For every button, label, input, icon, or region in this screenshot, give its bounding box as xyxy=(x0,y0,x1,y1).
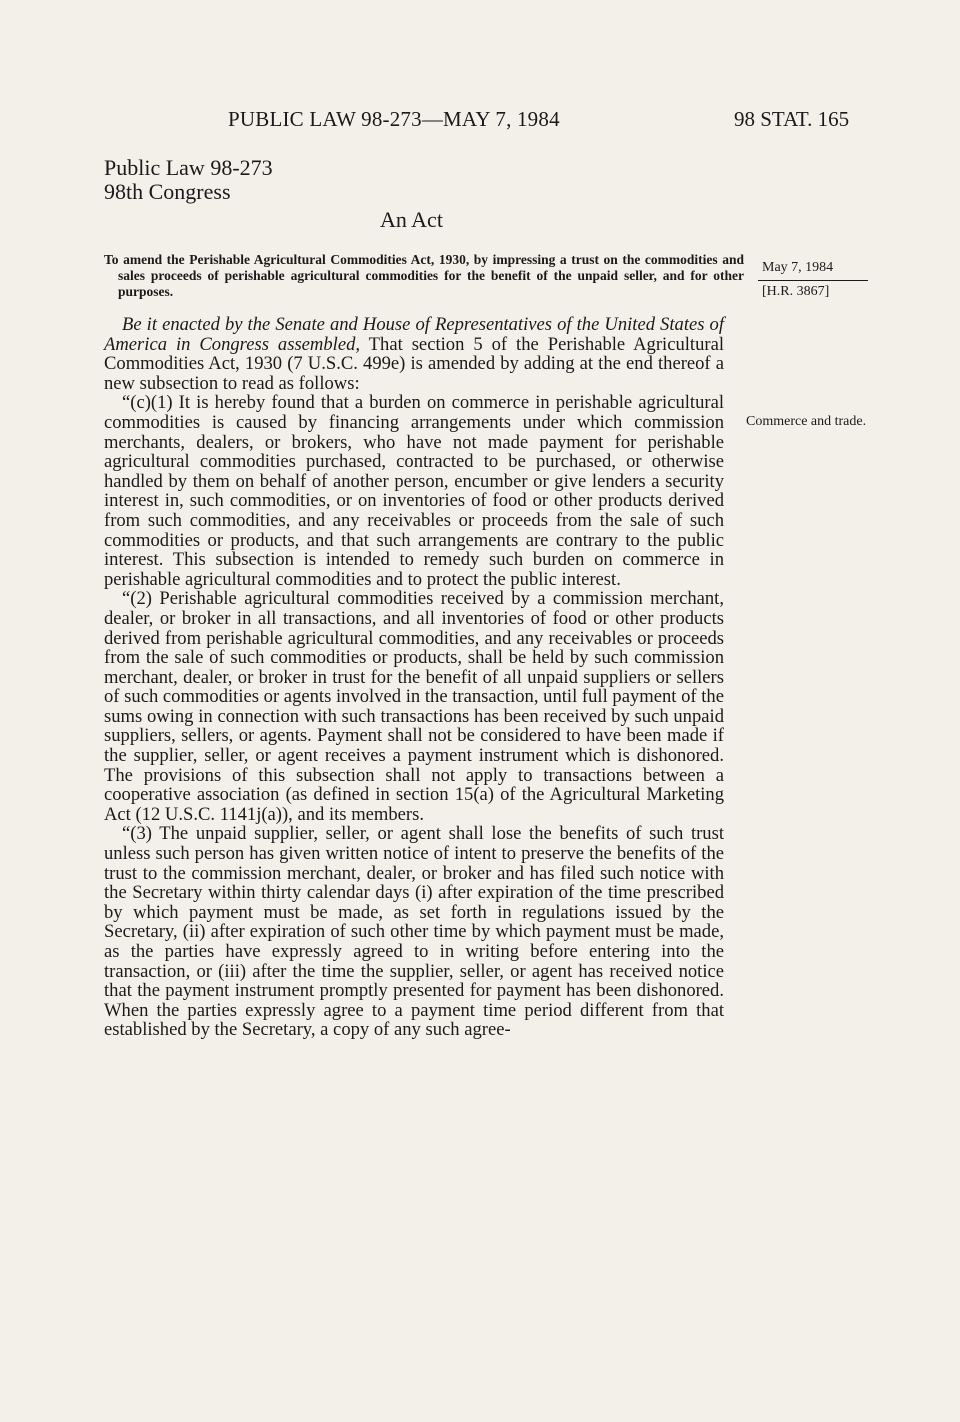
enacting-clause-rest: That section 5 of the Perishable Agricultural Commodities Act, 1930 (7 U.S.C. 499e) is amended by adding at the end thereof a new subsection to read as follows: xyxy=(104,333,724,394)
paragraph-3: “(3) The unpaid supplier, seller, or agent shall lose the benefits of such trust unless such person has given written notice of intent to preserve the benefits of the trust to the commission merchant, dealer, or broker and has filed such notice with the Secretary within thirty calendar days (i) after expiration of the time prescribed by which payment must be made, as set forth in regulations issued by the Secretary, (ii) after expiration of such other time by which payment must be made, as the parties have expressly agreed to in writing before entering into the transaction, or (iii) after the time the supplier, seller, or agent has received notice that the payment instrument promptly presented for payment has been dishonored. When the parties expressly agree to a payment time period different from that established by the Secretary, a copy of any such agree- xyxy=(104,823,724,1041)
enactment-date: May 7, 1984 xyxy=(758,258,868,281)
statute-body xyxy=(104,315,724,1040)
bill-number: [H.R. 3867] xyxy=(762,284,830,299)
law-identifier xyxy=(104,156,273,204)
margin-note: Commerce and trade. xyxy=(746,414,867,429)
paragraph-c1: “(c)(1) It is hereby found that a burden on commerce in perishable agricultural commodities is caused by financing arrangements under which commission merchants, dealers, or brokers, who have not made payment for perishable agricultural commodities purchased, contracted to be purchased, or otherwise handled by them on behalf of another person, encumber or give lenders a security interest in, such commodities, or on inventories of food or other products derived from such commodities, and any receivables or proceeds from the sale of such commodities or products, and that such arrangements are contrary to the public interest. This subsection is intended to remedy such burden on commerce in perishable agricultural commodities and to protect the public interest. xyxy=(104,392,724,590)
running-head-title: PUBLIC LAW 98-273—MAY 7, 1984 xyxy=(228,107,560,131)
congress-number: 98th Congress xyxy=(104,179,231,204)
act-title: An Act xyxy=(380,207,443,232)
purpose-clause: To amend the Perishable Agricultural Commodities Act, 1930, by impressing a trust on the commodities and sales proceeds of perishable agricultural commodities for the benefit of the unpaid seller, and for other purposes. xyxy=(104,252,744,299)
public-law-number: Public Law 98-273 xyxy=(104,155,273,180)
enacting-clause xyxy=(104,315,724,393)
margin-date-block xyxy=(758,258,868,302)
stat-page-number: 98 STAT. 165 xyxy=(734,107,850,131)
enacting-clause-italic: Be it enacted by the Senate and House of Representatives of the United States of America in Congress assembled, xyxy=(104,314,724,355)
paragraph-2: “(2) Perishable agricultural commodities received by a commission merchant, dealer, or broker in all transactions, and all inventories of food or other products derived from perishable agricultural commodities, and any receivables or proceeds from the sale of such commodities or products, shall be held by such commission merchant, dealer, or broker in trust for the benefit of all unpaid suppliers or sellers of such commodities or agents involved in the transaction, until full payment of the sums owing in connection with such transactions has been received by such unpaid suppliers, sellers, or agents. Payment shall not be considered to have been made if the supplier, seller, or agent receives a payment instrument which is dishonored. The provisions of this subsection shall not apply to transactions between a cooperative association (as defined in section 15(a) of the Agricultural Marketing Act (12 U.S.C. 1141j(a)), and its members. xyxy=(104,588,724,825)
